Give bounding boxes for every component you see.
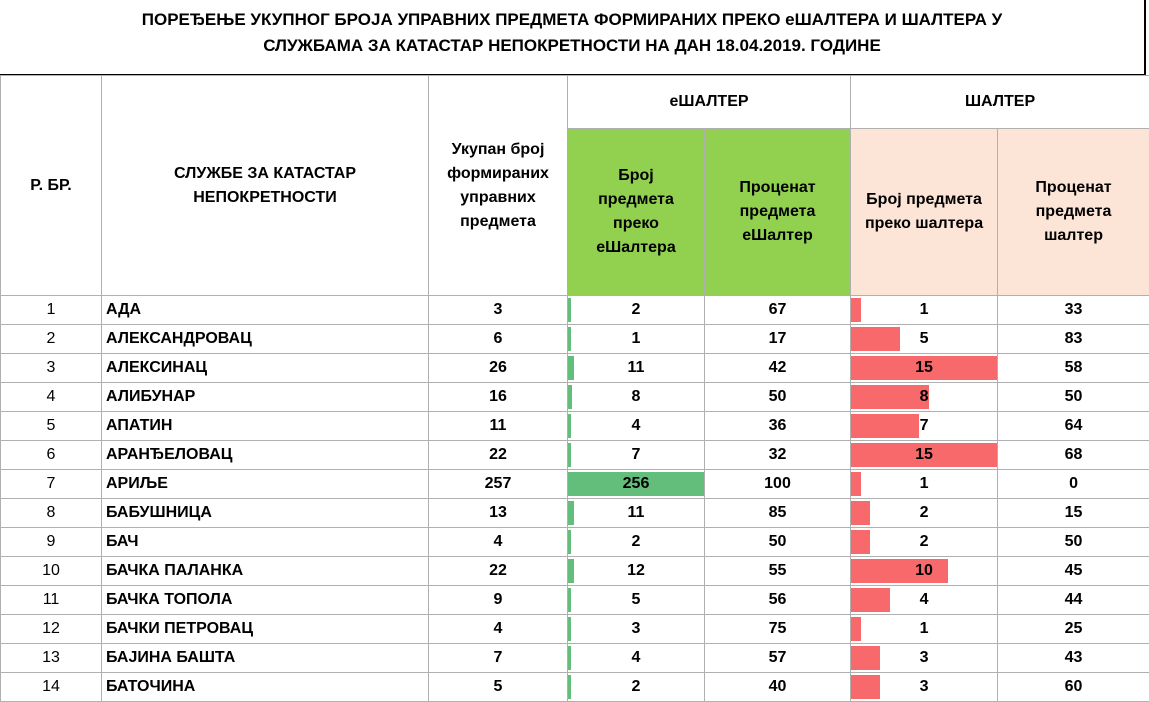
total-count: 4 bbox=[429, 615, 568, 644]
service-name: БАЧКА ТОПОЛА bbox=[102, 586, 429, 615]
total-count: 9 bbox=[429, 586, 568, 615]
e-count bbox=[568, 499, 705, 528]
e-percent: 36 bbox=[705, 412, 851, 441]
service-name: БАЧКА ПАЛАНКА bbox=[102, 557, 429, 586]
row-number: 4 bbox=[1, 383, 102, 412]
e-count bbox=[568, 586, 705, 615]
s-count bbox=[851, 673, 998, 702]
table-row bbox=[1, 325, 1149, 354]
cell-value: 7 bbox=[568, 441, 704, 469]
e-percent: 32 bbox=[705, 441, 851, 470]
row-number: 5 bbox=[1, 412, 102, 441]
title-line-1: ПОРЕЂЕЊЕ УКУПНОГ БРОЈА УПРАВНИХ ПРЕДМЕТА ФОРМИРАНИХ ПРЕКО еШАЛТЕРА И ШАЛТЕРА У bbox=[0, 7, 1144, 33]
row-number: 6 bbox=[1, 441, 102, 470]
total-count: 6 bbox=[429, 325, 568, 354]
e-count bbox=[568, 383, 705, 412]
e-percent: 40 bbox=[705, 673, 851, 702]
table-row bbox=[1, 470, 1149, 499]
e-count bbox=[568, 296, 705, 325]
s-percent: 44 bbox=[998, 586, 1149, 615]
cell-value: 11 bbox=[568, 354, 704, 382]
row-number: 11 bbox=[1, 586, 102, 615]
cell-value: 7 bbox=[851, 412, 997, 440]
cell-value: 1 bbox=[851, 296, 997, 324]
data-table bbox=[0, 75, 1149, 702]
s-percent: 33 bbox=[998, 296, 1149, 325]
service-name: АЛЕКСАНДРОВАЦ bbox=[102, 325, 429, 354]
e-percent: 57 bbox=[705, 644, 851, 673]
cell-value: 5 bbox=[568, 586, 704, 614]
e-count bbox=[568, 412, 705, 441]
e-count bbox=[568, 644, 705, 673]
header-e-percent: Проценат предмета еШалтер bbox=[705, 129, 851, 296]
table-row bbox=[1, 528, 1149, 557]
e-count bbox=[568, 354, 705, 383]
service-name: АДА bbox=[102, 296, 429, 325]
s-percent: 15 bbox=[998, 499, 1149, 528]
e-count bbox=[568, 325, 705, 354]
header-eshalter: еШАЛТЕР bbox=[568, 76, 851, 129]
table-row bbox=[1, 441, 1149, 470]
table-row bbox=[1, 499, 1149, 528]
table-row bbox=[1, 586, 1149, 615]
s-count bbox=[851, 470, 998, 499]
s-count bbox=[851, 412, 998, 441]
s-count bbox=[851, 441, 998, 470]
cell-value: 3 bbox=[568, 615, 704, 643]
e-count bbox=[568, 441, 705, 470]
s-percent: 64 bbox=[998, 412, 1149, 441]
total-count: 11 bbox=[429, 412, 568, 441]
row-number: 13 bbox=[1, 644, 102, 673]
service-name: АПАТИН bbox=[102, 412, 429, 441]
e-count bbox=[568, 615, 705, 644]
e-percent: 50 bbox=[705, 383, 851, 412]
row-number: 8 bbox=[1, 499, 102, 528]
s-count bbox=[851, 586, 998, 615]
row-number: 9 bbox=[1, 528, 102, 557]
total-count: 5 bbox=[429, 673, 568, 702]
cell-value: 2 bbox=[568, 296, 704, 324]
cell-value: 8 bbox=[568, 383, 704, 411]
e-percent: 50 bbox=[705, 528, 851, 557]
e-percent: 55 bbox=[705, 557, 851, 586]
service-name: БАЈИНА БАШТА bbox=[102, 644, 429, 673]
total-count: 13 bbox=[429, 499, 568, 528]
row-number: 14 bbox=[1, 673, 102, 702]
service-name: АРИЉЕ bbox=[102, 470, 429, 499]
s-count bbox=[851, 557, 998, 586]
s-count bbox=[851, 528, 998, 557]
cell-value: 2 bbox=[568, 673, 704, 701]
cell-value: 4 bbox=[568, 644, 704, 672]
service-name: БАЧ bbox=[102, 528, 429, 557]
header-services: СЛУЖБЕ ЗА КАТАСТАР НЕПОКРЕТНОСТИ bbox=[102, 76, 429, 296]
cell-value: 256 bbox=[568, 470, 704, 498]
cell-value: 1 bbox=[568, 325, 704, 353]
row-number: 1 bbox=[1, 296, 102, 325]
s-percent: 43 bbox=[998, 644, 1149, 673]
s-percent: 60 bbox=[998, 673, 1149, 702]
cell-value: 15 bbox=[851, 441, 997, 469]
cell-value: 1 bbox=[851, 470, 997, 498]
cell-value: 10 bbox=[851, 557, 997, 585]
row-number: 10 bbox=[1, 557, 102, 586]
s-count bbox=[851, 383, 998, 412]
e-count bbox=[568, 470, 705, 499]
s-count bbox=[851, 499, 998, 528]
e-percent: 100 bbox=[705, 470, 851, 499]
total-count: 7 bbox=[429, 644, 568, 673]
header-total: Укупан број формираних управних предмета bbox=[429, 76, 568, 296]
cell-value: 5 bbox=[851, 325, 997, 353]
cell-value: 3 bbox=[851, 644, 997, 672]
total-count: 16 bbox=[429, 383, 568, 412]
s-percent: 50 bbox=[998, 383, 1149, 412]
service-name: БАТОЧИНА bbox=[102, 673, 429, 702]
header-e-count: Број предмета преко еШалтера bbox=[568, 129, 705, 296]
s-percent: 0 bbox=[998, 470, 1149, 499]
row-number: 3 bbox=[1, 354, 102, 383]
service-name: БАЧКИ ПЕТРОВАЦ bbox=[102, 615, 429, 644]
s-percent: 58 bbox=[998, 354, 1149, 383]
cell-value: 2 bbox=[568, 528, 704, 556]
report-title bbox=[0, 0, 1146, 75]
row-number: 2 bbox=[1, 325, 102, 354]
service-name: БАБУШНИЦА bbox=[102, 499, 429, 528]
cell-value: 15 bbox=[851, 354, 997, 382]
e-percent: 75 bbox=[705, 615, 851, 644]
cell-value: 3 bbox=[851, 673, 997, 701]
cell-value: 11 bbox=[568, 499, 704, 527]
total-count: 22 bbox=[429, 441, 568, 470]
s-percent: 68 bbox=[998, 441, 1149, 470]
total-count: 4 bbox=[429, 528, 568, 557]
header-shalter: ШАЛТЕР bbox=[851, 76, 1149, 129]
table-row bbox=[1, 412, 1149, 441]
table-row bbox=[1, 354, 1149, 383]
e-percent: 17 bbox=[705, 325, 851, 354]
total-count: 26 bbox=[429, 354, 568, 383]
cell-value: 4 bbox=[568, 412, 704, 440]
cell-value: 2 bbox=[851, 499, 997, 527]
s-percent: 25 bbox=[998, 615, 1149, 644]
table-row bbox=[1, 383, 1149, 412]
title-line-2: СЛУЖБАМА ЗА КАТАСТАР НЕПОКРЕТНОСТИ НА ДАН 18.04.2019. ГОДИНЕ bbox=[0, 33, 1144, 59]
table-row bbox=[1, 644, 1149, 673]
cell-value: 8 bbox=[851, 383, 997, 411]
total-count: 257 bbox=[429, 470, 568, 499]
service-name: АРАНЂЕЛОВАЦ bbox=[102, 441, 429, 470]
table-row bbox=[1, 557, 1149, 586]
e-percent: 42 bbox=[705, 354, 851, 383]
s-count bbox=[851, 615, 998, 644]
s-percent: 50 bbox=[998, 528, 1149, 557]
s-percent: 45 bbox=[998, 557, 1149, 586]
cell-value: 2 bbox=[851, 528, 997, 556]
e-percent: 67 bbox=[705, 296, 851, 325]
e-count bbox=[568, 673, 705, 702]
e-percent: 56 bbox=[705, 586, 851, 615]
s-count bbox=[851, 296, 998, 325]
header-s-count: Број предмета преко шалтера bbox=[851, 129, 998, 296]
total-count: 3 bbox=[429, 296, 568, 325]
cell-value: 12 bbox=[568, 557, 704, 585]
service-name: АЛЕКСИНАЦ bbox=[102, 354, 429, 383]
header-s-percent: Проценат предмета шалтер bbox=[998, 129, 1149, 296]
s-count bbox=[851, 644, 998, 673]
cell-value: 4 bbox=[851, 586, 997, 614]
e-count bbox=[568, 528, 705, 557]
table-row bbox=[1, 296, 1149, 325]
row-number: 12 bbox=[1, 615, 102, 644]
service-name: АЛИБУНАР bbox=[102, 383, 429, 412]
s-count bbox=[851, 354, 998, 383]
s-percent: 83 bbox=[998, 325, 1149, 354]
header-rbr: Р. БР. bbox=[1, 76, 102, 296]
s-count bbox=[851, 325, 998, 354]
e-count bbox=[568, 557, 705, 586]
table-row bbox=[1, 615, 1149, 644]
cell-value: 1 bbox=[851, 615, 997, 643]
e-percent: 85 bbox=[705, 499, 851, 528]
total-count: 22 bbox=[429, 557, 568, 586]
table-row bbox=[1, 673, 1149, 702]
row-number: 7 bbox=[1, 470, 102, 499]
